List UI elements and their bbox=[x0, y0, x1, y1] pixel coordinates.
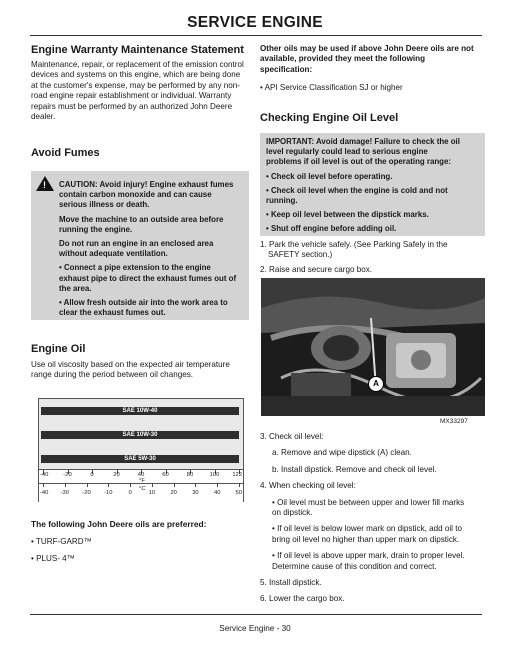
celsius-tick-mark bbox=[152, 483, 153, 487]
fahrenheit-tick-label: 20 bbox=[113, 472, 120, 478]
engine-photo bbox=[261, 278, 485, 416]
caution-box: ! CAUTION: Avoid injury! Engine exhaust fumes contain carbon monoxide and can cause serious illness or death. Move the machine to an outside area before running the engine. Do not run an engine in an enclosed area without adequate ventilation. • Connect a pipe extension to the engine exhaust pipe to direct the exhaust fumes out of the area. • Allow fresh outside air into the work area to clear the exhaust fumes out. bbox=[31, 171, 249, 320]
page-footer: Service Engine - 30 bbox=[219, 624, 291, 633]
celsius-tick-mark bbox=[195, 483, 196, 487]
fahrenheit-unit: °F bbox=[139, 478, 145, 484]
important-line: • Check oil level when the engine is cold and not bbox=[266, 185, 448, 195]
important-line: running. bbox=[266, 196, 298, 206]
checking-heading: Checking Engine Oil Level bbox=[260, 112, 399, 124]
page-title: SERVICE ENGINE bbox=[187, 14, 323, 31]
steps-a: 1. Park the vehicle safely. (See Parking Safely in the SAFETY section.) 2. Raise and secure cargo box. bbox=[260, 240, 448, 274]
chart-bar: SAE 10W-40 bbox=[41, 407, 239, 415]
celsius-tick-mark bbox=[239, 483, 240, 487]
celsius-tick-label: -30 bbox=[60, 490, 69, 496]
fahrenheit-tick-label: 100 bbox=[209, 472, 220, 478]
caution-line: the area. bbox=[59, 283, 92, 293]
caution-line: serious illness or death. bbox=[59, 200, 150, 210]
preferred-item: • PLUS- 4™ bbox=[31, 554, 75, 564]
caution-line: exhaust pipe to direct the exhaust fumes out of bbox=[59, 273, 237, 283]
celsius-unit: °C bbox=[139, 486, 146, 492]
chart-bar: SAE 5W-30 bbox=[41, 455, 239, 463]
caution-line: CAUTION: Avoid injury! Engine exhaust fumes bbox=[59, 180, 234, 189]
fahrenheit-tick-label: 122 bbox=[232, 472, 242, 478]
caution-line: running the engine. bbox=[59, 224, 133, 234]
caution-line: without adequate ventilation. bbox=[59, 249, 168, 259]
engine-oil-text: Use oil viscosity based on the expected air temperature range during the period between oil changes. bbox=[31, 360, 230, 380]
footer-rule bbox=[30, 614, 482, 615]
celsius-tick-label: -40 bbox=[40, 490, 49, 496]
celsius-tick-mark bbox=[108, 483, 109, 487]
important-line: IMPORTANT: Avoid damage! Failure to check the oil bbox=[266, 137, 460, 146]
important-box bbox=[260, 133, 485, 236]
caution-line: • Connect a pipe extension to the engine bbox=[59, 263, 211, 273]
caution-line: • Allow fresh outside air into the work area to bbox=[59, 298, 228, 308]
preferred-list bbox=[31, 537, 92, 565]
celsius-tick-label: 40 bbox=[213, 490, 221, 496]
caution-line: clear the exhaust fumes out. bbox=[59, 308, 166, 318]
other-oils-text: Other oils may be used if above John Deere oils are not available, provided they meet the following specification: bbox=[260, 44, 474, 74]
celsius-tick-mark bbox=[43, 483, 44, 487]
header-rule bbox=[30, 35, 482, 36]
celsius-tick-mark bbox=[87, 483, 88, 487]
fahrenheit-tick-label: 40 bbox=[137, 472, 145, 478]
caution-line: Move the machine to an outside area before bbox=[59, 214, 224, 224]
fumes-heading: Avoid Fumes bbox=[31, 147, 100, 159]
caution-line: Do not run an engine in an enclosed area bbox=[59, 239, 214, 249]
celsius-tick-label: -10 bbox=[104, 490, 113, 496]
celsius-tick-label: 0 bbox=[128, 490, 132, 496]
celsius-tick-mark bbox=[174, 483, 175, 487]
temperature-scale bbox=[39, 469, 243, 502]
celsius-tick-label: 30 bbox=[192, 490, 199, 496]
celsius-tick-mark bbox=[65, 483, 66, 487]
fahrenheit-tick-label: 60 bbox=[162, 472, 169, 478]
celsius-tick-mark bbox=[217, 483, 218, 487]
chart-bar: SAE 10W-30 bbox=[41, 431, 239, 439]
fahrenheit-tick-label: -40 bbox=[40, 472, 49, 478]
engine-oil-heading: Engine Oil bbox=[31, 343, 86, 355]
celsius-tick-label: 20 bbox=[170, 490, 177, 496]
caution-line: contain carbon monoxide and can cause bbox=[59, 190, 212, 200]
callout-a: A bbox=[368, 376, 384, 392]
celsius-tick-label: 10 bbox=[148, 490, 156, 496]
warranty-heading: Engine Warranty Maintenance Statement bbox=[31, 44, 244, 56]
important-line: problems if oil level is out of the operating range: bbox=[266, 157, 452, 167]
fahrenheit-tick-label: 0 bbox=[90, 472, 94, 478]
celsius-tick-mark bbox=[130, 483, 131, 487]
steps-b: 3. Check oil level: a. Remove and wipe dipstick (A) clean. b. Install dipstick. Remove and check oil level. 4. When checking oil level: • Oil level must be between upper and lower fill marks on dipstick. • If oil level is below lower mark on dipstick, add oil to bring oil level no higher than upper mark on dipstick. • If oil level is above upper mark, drain to proper level. Determine cause of this condition and correct. 5. Install dipstick. 6. Lower the cargo box. bbox=[260, 432, 465, 604]
fahrenheit-tick-label: -20 bbox=[63, 472, 72, 478]
important-line: level regularly could lead to serious engine bbox=[266, 147, 428, 157]
viscosity-chart bbox=[38, 398, 244, 502]
celsius-tick-label: -20 bbox=[82, 490, 91, 496]
important-line: • Keep oil level between the dipstick marks. bbox=[266, 210, 429, 220]
api-spec: • API Service Classification SJ or higher bbox=[260, 83, 403, 92]
warranty-text: Maintenance, repair, or replacement of the emission control devices and systems on this engine, which are being done at the customer's expense, may be performed by any non- road engine repair establishment or individual. Warranty repairs must be performed by an authorized John Deere dealer. bbox=[31, 60, 244, 122]
fahrenheit-tick-label: 80 bbox=[186, 472, 194, 478]
important-line: • Check oil level before operating. bbox=[266, 171, 393, 181]
preferred-heading: The following John Deere oils are preferred: bbox=[31, 519, 207, 529]
photo-id: MX33297 bbox=[440, 418, 468, 425]
engine-illustration bbox=[261, 278, 485, 416]
celsius-tick-label: 50 bbox=[235, 490, 242, 496]
preferred-item: • TURF-GARD™ bbox=[31, 537, 92, 546]
important-line: • Shut off engine before adding oil. bbox=[266, 224, 397, 234]
